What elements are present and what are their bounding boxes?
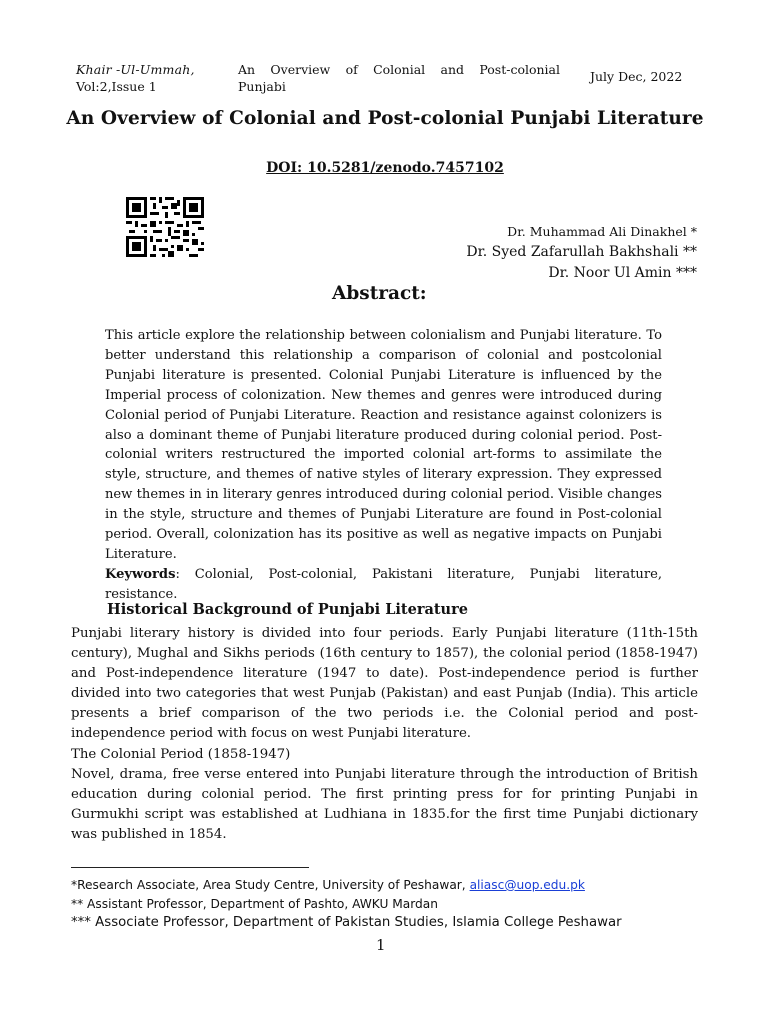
abstract-text: This article explore the relationship between colonialism and Punjabi literature. To better understand this relationship a comparison of colonial and postcolonial Punjabi literature is presented. Colonial Punjabi Literature is influenced by the Imperial process of colonization. New themes and genres were introduced during Colonial period of Punjabi Literature. Reaction and resistance against colonizers is also a dominant theme of Punjabi literature produced during colonial period. Post-colonial writers restructured the imported colonial art-forms to assimilate the style, structure, and themes of native styles of literary expression. They expressed new themes in in literary genres introduced during colonial period. Visible changes in the style, structure and themes of Punjabi Literature are found in Post-colonial period. Overall, colonization has its positive as well as negative impacts on Punjabi Literature.	[105, 328, 662, 562]
paragraph-periods: Punjabi literary history is divided into four periods. Early Punjabi literature (11th-15th century), Mughal and Sikhs periods (16th century to 1857), the colonial period (1858-1947) and Post-independence literature (1947 to date). Post-independence period is further divided into two categories that west Punjab (Pakistan) and east Punjab (India). This article presents a brief comparison of the two periods i.e. the Colonial period and post-independence period with focus on west Punjabi literature.	[71, 626, 698, 742]
article-title: An Overview of Colonial and Post-colonial Punjabi Literature	[66, 108, 704, 129]
author-1: Dr. Muhammad Ali Dinakhel *	[507, 224, 697, 239]
journal-volume: Vol:2,Issue 1	[76, 79, 157, 94]
running-title: An Overview of Colonial and Post-colonial Punjabi	[238, 62, 560, 94]
section-body	[71, 624, 698, 845]
footnote-2: ** Assistant Professor, Department of Pashto, AWKU Mardan	[71, 897, 438, 911]
footnote-1-text: *Research Associate, Area Study Centre, University of Peshawar,	[71, 878, 470, 892]
qr-code-icon	[126, 197, 204, 257]
footnote-divider	[71, 867, 309, 868]
page-number: 1	[376, 936, 386, 954]
abstract-heading: Abstract:	[332, 283, 427, 304]
doi-link[interactable]: DOI: 10.5281/zenodo.7457102	[266, 160, 504, 176]
issue-date: July Dec, 2022	[590, 69, 683, 84]
subheading-colonial-period: The Colonial Period (1858-1947)	[71, 746, 291, 762]
keywords	[105, 565, 662, 605]
keywords-list: : Colonial, Post-colonial, Pakistani literature, Punjabi literature, resistance.	[105, 566, 662, 602]
footnote-1	[71, 878, 585, 892]
author-3: Dr. Noor Ul Amin ***	[548, 265, 697, 281]
section-heading: Historical Background of Punjabi Literature	[107, 601, 468, 618]
author-2: Dr. Syed Zafarullah Bakhshali **	[466, 244, 697, 260]
abstract-body	[105, 326, 662, 605]
journal-header	[76, 61, 236, 95]
author-email-link[interactable]: aliasc@uop.edu.pk	[469, 878, 585, 892]
paragraph-colonial: Novel, drama, free verse entered into Punjabi literature through the introduction of British education during colonial period. The first printing press for for printing Punjabi in Gurmukhi script was established at Ludhiana in 1835.for the first time Punjabi dictionary was published in 1854.	[71, 766, 698, 842]
author-list	[466, 221, 697, 284]
journal-name: Khair -Ul-Ummah,	[76, 62, 195, 77]
doi[interactable]	[60, 160, 710, 176]
keywords-label: Keywords	[105, 566, 176, 582]
footnote-3: *** Associate Professor, Department of Pakistan Studies, Islamia College Peshawar	[71, 915, 622, 930]
